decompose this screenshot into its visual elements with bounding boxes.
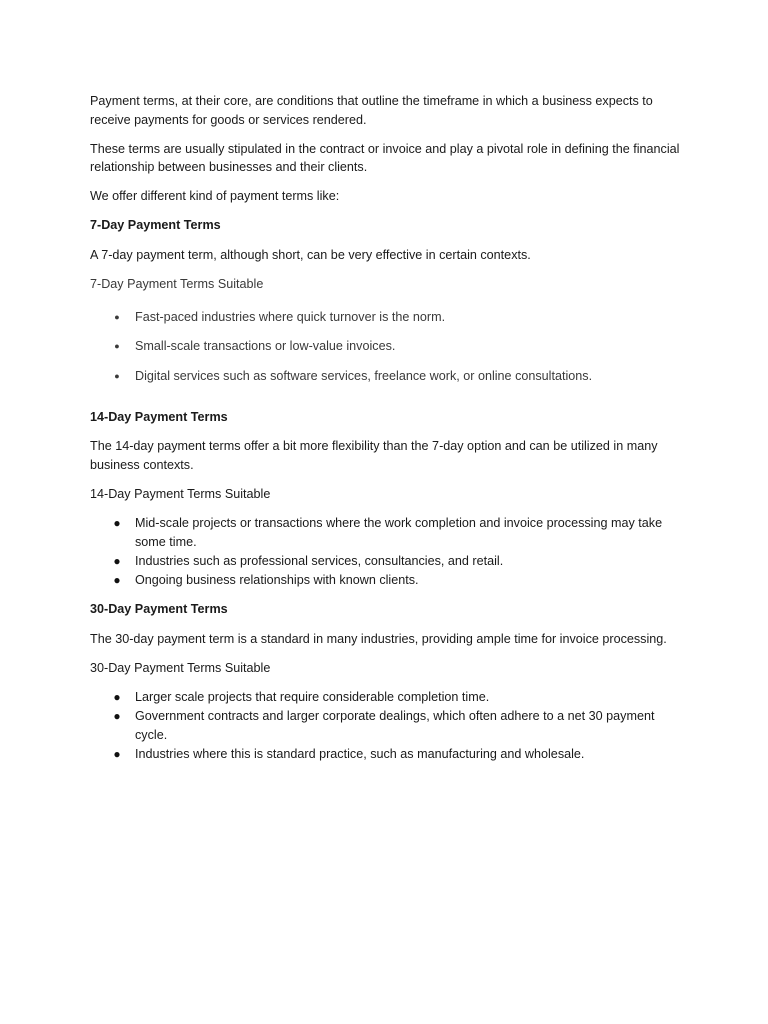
bullet-icon: ●: [114, 370, 120, 381]
list-item: [90, 688, 680, 707]
bullet-list-7-day: [90, 308, 680, 385]
list-item-text: Government contracts and larger corporate dealings, which often adhere to a net 30 payment cycle.: [135, 709, 655, 742]
bullet-icon: ●: [113, 689, 121, 704]
intro-paragraph-3: We offer different kind of payment terms like:: [90, 189, 340, 204]
bullet-icon: ●: [113, 516, 121, 530]
list-item-text: Industries where this is standard practice, such as manufacturing and wholesale.: [135, 747, 585, 762]
bullet-icon: ●: [113, 573, 121, 588]
list-item: [90, 367, 680, 386]
document-page: [90, 92, 680, 774]
list-item: [90, 337, 680, 356]
list-item: [90, 514, 680, 551]
list-item-text: Small-scale transactions or low-value invoices.: [135, 339, 396, 354]
list-item: [90, 707, 680, 744]
section-heading-14-day: 14-Day Payment Terms: [90, 410, 228, 425]
list-item: [90, 552, 680, 571]
intro-paragraph-2: These terms are usually stipulated in the contract or invoice and play a pivotal role in defining the financial relationship between businesses and their clients.: [90, 141, 680, 175]
section-description-7-day: A 7-day payment term, although short, can be very effective in certain contexts.: [90, 247, 531, 262]
bullet-list-30-day: [90, 688, 680, 764]
bullet-icon: ●: [113, 709, 121, 724]
bullet-icon: ●: [114, 311, 120, 322]
suitable-label-30-day: 30-Day Payment Terms Suitable: [90, 660, 271, 675]
list-item-text: Mid-scale projects or transactions where the work completion and invoice processing may take some time.: [135, 516, 663, 549]
section-heading-30-day: 30-Day Payment Terms: [90, 602, 228, 617]
list-item-text: Larger scale projects that require considerable completion time.: [135, 689, 490, 704]
list-item-text: Industries such as professional services, consultancies, and retail.: [135, 553, 504, 568]
suitable-label-7-day: 7-Day Payment Terms Suitable: [90, 276, 264, 291]
intro-paragraph-1: Payment terms, at their core, are conditions that outline the timeframe in which a business expects to receive payments for goods or services rendered.: [90, 94, 653, 127]
list-item-text: Fast-paced industries where quick turnover is the norm.: [135, 309, 446, 324]
list-item: [90, 571, 680, 590]
bullet-icon: ●: [113, 553, 121, 568]
section-heading-7-day: 7-Day Payment Terms: [90, 218, 221, 233]
section-description-30-day: The 30-day payment term is a standard in many industries, providing ample time for invoice processing.: [90, 631, 667, 646]
bullet-list-14-day: [90, 514, 680, 590]
list-item-text: Ongoing business relationships with known clients.: [135, 573, 419, 588]
list-item-text: Digital services such as software services, freelance work, or online consultations.: [135, 368, 593, 383]
suitable-label-14-day: 14-Day Payment Terms Suitable: [90, 486, 271, 501]
section-description-14-day: The 14-day payment terms offer a bit more flexibility than the 7-day option and can be utilized in many business contexts.: [90, 439, 658, 472]
list-item: [90, 745, 680, 764]
bullet-icon: ●: [114, 341, 120, 352]
list-item: [90, 308, 680, 327]
bullet-icon: ●: [113, 747, 121, 762]
